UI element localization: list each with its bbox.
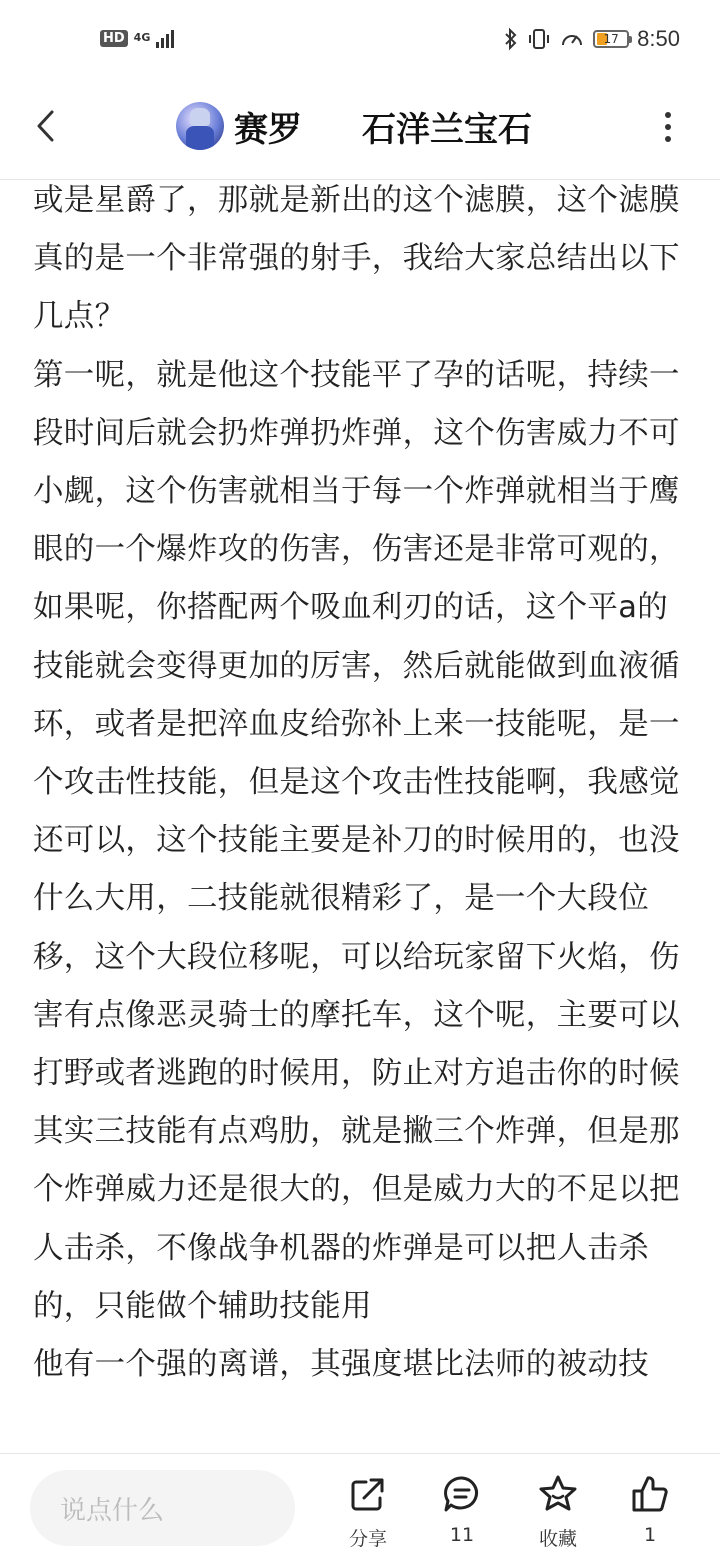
more-dot: [665, 124, 671, 130]
paragraph: 他有一个强的离谱，其强度堪比法师的被动技: [33, 1347, 649, 1383]
more-dot: [665, 136, 671, 142]
star-icon: [538, 1474, 578, 1514]
status-left: [100, 28, 174, 48]
paragraph: 其实三技能有点鸡肋，就是撇三个炸弹，但是那个炸弹威力还是很大的，但是威力大的不足以把人击杀，不像战争机器的炸弹是可以把人击杀的，只能做个辅助技能用: [33, 1114, 680, 1324]
chevron-left-icon: [28, 106, 68, 146]
nav-bar: [0, 84, 720, 180]
status-bar: [0, 0, 720, 84]
battery-level: 17: [603, 32, 619, 46]
share-label: 分享: [348, 1528, 387, 1550]
share-button[interactable]: [328, 1474, 408, 1551]
paragraph: 或是星爵了，那就是新出的这个滤膜，这个滤膜真的是一个非常强的射手，我给大家总结出以下几点？: [33, 183, 680, 335]
article-body: [33, 172, 693, 1452]
paragraph: 第一呢，就是他这个技能平了孕的话呢，持续一段时间后就会扔炸弹扔炸弹，这个伤害威力不可小觑，这个伤害就相当于每一个炸弹就相当于鹰眼的一个爆炸攻的伤害，伤害还是非常可观的，如果呢，你搭配两个吸血利刃的话，这个平a的技能就会变得更加的厉害，然后就能做到血液循环，或者是把淬血皮给弥补上来一技能呢，是一个攻击性技能，但是这个攻击性技能啊，我感觉还可以，这个技能主要是补刀的时候用的，也没什么大用，二技能就很精彩了，是一个大段位移，这个大段位移呢，可以给玩家留下火焰，伤害有点像恶灵骑士的摩托车，这个呢，主要可以打野或者逃跑的时候用，防止对方追击你的时候: [33, 357, 680, 1092]
avatar[interactable]: [176, 102, 224, 150]
battery-icon: [593, 30, 629, 48]
like-button[interactable]: [610, 1474, 690, 1546]
more-button[interactable]: [664, 112, 672, 142]
more-dot: [665, 112, 671, 118]
vibrate-icon: [527, 27, 551, 51]
speed-icon: [559, 27, 585, 51]
thumbs-up-icon: [630, 1474, 670, 1514]
share-icon: [348, 1474, 388, 1514]
bluetooth-icon: [503, 27, 519, 51]
post-title: 石洋兰宝石: [362, 109, 532, 150]
bottom-action-bar: [0, 1453, 720, 1560]
clock: 8:50: [637, 26, 680, 51]
network-type: 4G: [133, 31, 151, 44]
favorite-label: 收藏: [538, 1528, 577, 1550]
comment-button[interactable]: [422, 1474, 502, 1546]
comment-input[interactable]: 说点什么: [30, 1470, 295, 1546]
hd-badge: HD: [100, 30, 128, 47]
back-button[interactable]: [28, 106, 68, 146]
comment-icon: [442, 1474, 482, 1514]
status-right: [503, 26, 680, 52]
like-count: 1: [643, 1524, 657, 1546]
author-name[interactable]: 赛罗: [234, 109, 302, 150]
comment-count: 11: [449, 1524, 475, 1546]
favorite-button[interactable]: [518, 1474, 598, 1551]
nav-header: [176, 98, 532, 154]
signal-icon: [156, 28, 174, 48]
